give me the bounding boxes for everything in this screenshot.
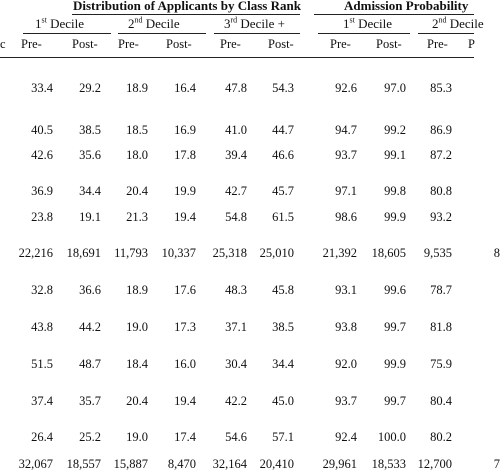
table-cell: 98.6 [335, 210, 357, 224]
table-cell: 20.4 [126, 184, 148, 198]
table-cell: 99.9 [384, 210, 406, 224]
table-cell: 75.9 [430, 357, 452, 371]
column-header: Pre- [220, 37, 241, 51]
table-cell: 21.3 [126, 210, 148, 224]
decile-2-header: 2nd Decile [128, 15, 180, 31]
table-cell: 93.2 [430, 210, 452, 224]
table-cell: 93.7 [335, 148, 357, 162]
table-cell: 99.6 [384, 283, 406, 297]
table-cell: 18,557 [66, 457, 101, 471]
admission-decile-2-rule [418, 33, 474, 34]
column-header: Pre- [118, 37, 139, 51]
table-cell: 42.6 [31, 148, 53, 162]
table-cell: 29.2 [79, 81, 101, 95]
table-cell: 20.4 [126, 394, 148, 408]
table-cell: 51.5 [31, 357, 53, 371]
table-cell: 19.4 [174, 210, 196, 224]
table-cell: 80.8 [430, 184, 452, 198]
table-cell: 54.6 [225, 430, 247, 444]
table-cell: 61.5 [272, 210, 294, 224]
table-cell: 93.7 [335, 394, 357, 408]
admission-decile-1-header: 1st Decile [343, 15, 393, 31]
column-header: Post- [268, 37, 294, 51]
table-cell: 20,410 [259, 457, 294, 471]
table-cell: 18,691 [66, 246, 101, 260]
table-cell: 32,164 [212, 457, 247, 471]
table-cell: 46.6 [272, 148, 294, 162]
table-cell: 18.0 [126, 148, 148, 162]
group-header-distribution: Distribution of Applicants by Class Rank [73, 0, 301, 13]
admission-decile-1-rule [318, 33, 410, 34]
table-cell: 47.8 [225, 81, 247, 95]
table-cell: 12,700 [417, 457, 452, 471]
group-header-admission: Admission Probability [344, 0, 469, 13]
table-cell: 38.5 [272, 320, 294, 334]
table-cell: 18,533 [371, 457, 406, 471]
table-cell: 25,010 [259, 246, 294, 260]
table-cell: 44.2 [79, 320, 101, 334]
table-cell: 99.9 [384, 357, 406, 371]
table-cell: 30.4 [225, 357, 247, 371]
table-cell: 41.0 [225, 123, 247, 137]
table-cell: 92.4 [335, 430, 357, 444]
table-cell: 81.8 [430, 320, 452, 334]
table-cell: 42.2 [225, 394, 247, 408]
table-cell: 8 [493, 246, 500, 260]
table-cell: 45.8 [272, 283, 294, 297]
decile-1-rule [23, 33, 111, 34]
table-cell: 99.7 [384, 320, 406, 334]
table-cell: 99.2 [384, 123, 406, 137]
table-cell: 99.8 [384, 184, 406, 198]
table-cell: 17.6 [174, 283, 196, 297]
left-column-fragment: c [0, 37, 6, 51]
table-cell: 36.9 [31, 184, 53, 198]
table-cell: 34.4 [272, 357, 294, 371]
table-cell: 18.5 [126, 123, 148, 137]
table-cell: 48.3 [225, 283, 247, 297]
table-cell: 16.4 [174, 81, 196, 95]
column-header: P [468, 37, 475, 51]
table-cell: 97.1 [335, 184, 357, 198]
table-cell: 19.9 [174, 184, 196, 198]
table-cell: 94.7 [335, 123, 357, 137]
table-cell: 99.7 [384, 394, 406, 408]
column-header: Pre- [427, 37, 448, 51]
table-cell: 78.7 [430, 283, 452, 297]
table-cell: 54.8 [225, 210, 247, 224]
table-cell: 45.7 [272, 184, 294, 198]
table-cell: 16.9 [174, 123, 196, 137]
column-header: Post- [72, 37, 98, 51]
column-header: Pre- [330, 37, 351, 51]
decile-3-header: 3rd Decile + [224, 15, 285, 31]
table-cell: 17.3 [174, 320, 196, 334]
table-cell: 25.2 [79, 430, 101, 444]
table-cell: 11,793 [114, 246, 148, 260]
table-cell: 93.1 [335, 283, 357, 297]
group-rule-distribution [72, 14, 300, 15]
column-header: Post- [376, 37, 402, 51]
table-cell: 8,470 [167, 457, 196, 471]
table-cell: 32.8 [31, 283, 53, 297]
decile-1-header: 1st Decile [35, 15, 85, 31]
table-cell: 7 [493, 457, 500, 471]
column-header: Pre- [21, 37, 42, 51]
table-cell: 19.0 [126, 320, 148, 334]
table-cell: 23.8 [31, 210, 53, 224]
table-cell: 85.3 [430, 81, 452, 95]
table-cell: 19.0 [126, 430, 148, 444]
table-cell: 92.0 [335, 357, 357, 371]
table-cell: 16.0 [174, 357, 196, 371]
table-cell: 26.4 [31, 430, 53, 444]
decile-3-rule [214, 33, 300, 34]
column-header: Post- [166, 37, 192, 51]
table-cell: 29,961 [322, 457, 357, 471]
table-cell: 40.5 [31, 123, 53, 137]
table-cell: 35.7 [79, 394, 101, 408]
table-cell: 43.8 [31, 320, 53, 334]
group-rule-admission [314, 14, 474, 15]
table-cell: 100.0 [377, 430, 406, 444]
table-cell: 19.1 [79, 210, 101, 224]
header-bottom-rule [0, 57, 474, 58]
decile-2-rule [118, 33, 206, 34]
table-cell: 25,318 [212, 246, 247, 260]
table-cell: 42.7 [225, 184, 247, 198]
table-cell: 18,605 [371, 246, 406, 260]
table-cell: 17.4 [174, 430, 196, 444]
table-cell: 35.6 [79, 148, 101, 162]
table-cell: 80.4 [430, 394, 452, 408]
table-cell: 15,887 [113, 457, 148, 471]
table-cell: 87.2 [430, 148, 452, 162]
table-cell: 34.4 [79, 184, 101, 198]
table-cell: 22,216 [18, 246, 53, 260]
table-cell: 18.9 [126, 283, 148, 297]
table-cell: 54.3 [272, 81, 294, 95]
table-cell: 93.8 [335, 320, 357, 334]
table-cell: 18.9 [126, 81, 148, 95]
table-cell: 19.4 [174, 394, 196, 408]
table-cell: 45.0 [272, 394, 294, 408]
table-cell: 37.4 [31, 394, 53, 408]
table-cell: 86.9 [430, 123, 452, 137]
table-cell: 48.7 [79, 357, 101, 371]
table-cell: 33.4 [31, 81, 53, 95]
table-cell: 38.5 [79, 123, 101, 137]
table-cell: 57.1 [272, 430, 294, 444]
table-cell: 36.6 [79, 283, 101, 297]
table-cell: 97.0 [384, 81, 406, 95]
admission-decile-2-header: 2nd Decile [432, 15, 484, 31]
table-cell: 32,067 [18, 457, 53, 471]
table-cell: 10,337 [161, 246, 196, 260]
table-cell: 99.1 [384, 148, 406, 162]
table-cell: 9,535 [423, 246, 452, 260]
table-cell: 17.8 [174, 148, 196, 162]
table-cell: 44.7 [272, 123, 294, 137]
table-cell: 18.4 [126, 357, 148, 371]
table-cell: 80.2 [430, 430, 452, 444]
table-cell: 92.6 [335, 81, 357, 95]
table-cell: 39.4 [225, 148, 247, 162]
table-cell: 21,392 [322, 246, 357, 260]
table-cell: 37.1 [225, 320, 247, 334]
